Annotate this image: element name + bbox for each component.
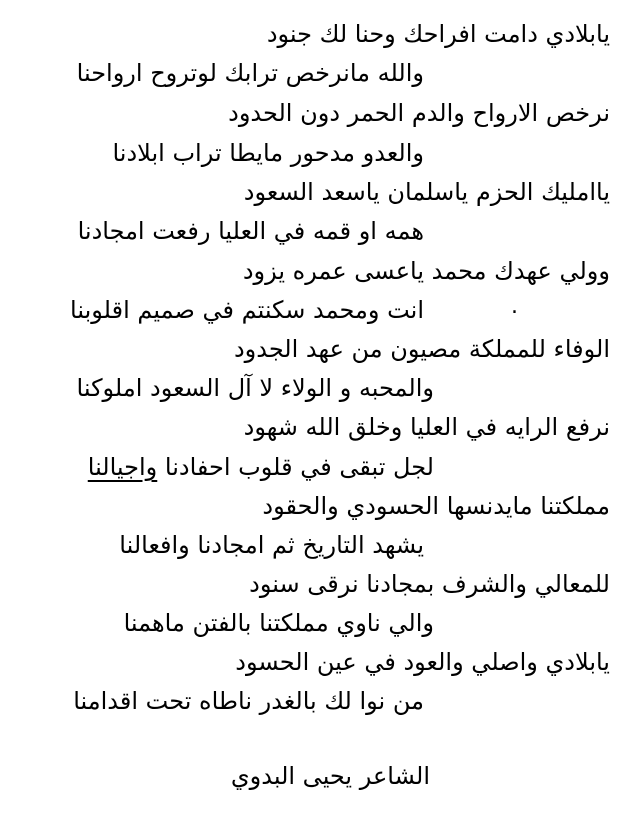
poem-line-text: لجل تبقى في قلوب احفادنا [164, 453, 434, 481]
poem-line: للمعالي والشرف بمجادنا نرقى سنود [249, 570, 610, 598]
poem-line [88, 450, 434, 484]
poet-signature: الشاعر يحيى البدوي [230, 762, 430, 790]
poem-line: والله مانرخص ترابك لوتروح ارواحنا [76, 59, 424, 87]
poem-line: انت ومحمد سكنتم في صميم اقلوبنا [70, 296, 424, 324]
poem-line: الوفاء للمملكة مصيون من عهد الجدود [233, 335, 610, 363]
poem-line: نرفع الرايه في العليا وخلق الله شهود [243, 413, 610, 441]
poem-line: يابلادي دامت افراحك وحنا لك جنود [266, 20, 610, 48]
poem-line: والمحبه و الولاء لا آل السعود املوكنا [76, 374, 434, 402]
stray-dot: . [511, 294, 518, 319]
poem-line: ياامليك الحزم ياسلمان ياسعد السعود [243, 178, 610, 206]
poem-line: نرخص الارواح والدم الحمر دون الحدود [228, 99, 610, 127]
poem-line: همه او قمه في العليا رفعت امجادنا [77, 217, 424, 245]
poem-line: والي ناوي مملكتنا بالفتن ماهمنا [123, 609, 434, 637]
poem-line: وولي عهدك محمد ياعسى عمره يزود [242, 257, 610, 285]
poem-line: مملكتنا مايدنسها الحسودي والحقود [262, 492, 610, 520]
poem-line: من نوا لك بالغدر ناطاه تحت اقدامنا [73, 687, 424, 715]
poem-line: والعدو مدحور مايطا تراب ابلادنا [112, 139, 424, 167]
underlined-word: واجيالنا [87, 453, 158, 481]
poem-line: يشهد التاريخ ثم امجادنا وافعالنا [119, 531, 424, 559]
poem-line: يابلادي واصلي والعود في عين الحسود [235, 648, 610, 676]
